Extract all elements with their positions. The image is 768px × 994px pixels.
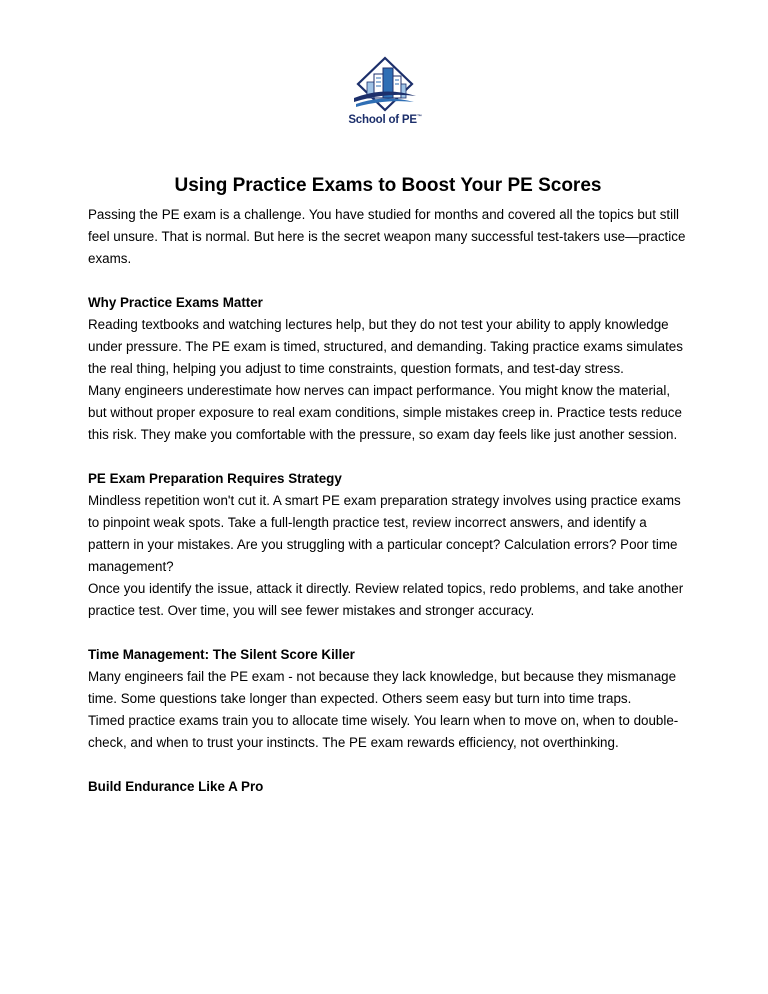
section-paragraph: Many engineers fail the PE exam - not because they lack knowledge, but because they mismanage time. Some questions take longer than expected. Others seem easy but turn into time traps. — [88, 669, 677, 706]
section-heading: PE Exam Preparation Requires Strategy — [88, 471, 342, 486]
section-heading: Why Practice Exams Matter — [88, 295, 263, 310]
section-heading: Time Management: The Silent Score Killer — [88, 647, 355, 662]
section-paragraph: Reading textbooks and watching lectures help, but they do not test your ability to apply knowledge under pressure. The PE exam is timed, structured, and demanding. Taking practice exams simulates the real thing, helping you adjust to time constraints, question formats, and test-day stress. — [88, 317, 683, 376]
section-paragraph: Many engineers underestimate how nerves can impact performance. You might know the material, but without proper exposure to real exam conditions, simple mistakes creep in. Practice tests reduce this risk. They make you comfortable with the pressure, so exam day feels like just another session. — [88, 383, 682, 442]
section-paragraph: Once you identify the issue, attack it directly. Review related topics, redo problems, and take another practice test. Over time, you will see fewer mistakes and stronger accuracy. — [88, 581, 684, 618]
section-paragraph: Mindless repetition won't cut it. A smart PE exam preparation strategy involves using practice exams to pinpoint weak spots. Take a full-length practice test, review incorrect answers, and identify a pattern in your mistakes. Are you struggling with a particular concept? Calculation errors? Poor time management? — [88, 493, 681, 574]
section-heading: Build Endurance Like A Pro — [88, 779, 264, 794]
article — [88, 172, 688, 798]
logo-wordmark: School of PE™ — [348, 114, 422, 126]
section-paragraph: Timed practice exams train you to allocate time wisely. You learn when to move on, when to double-check, and when to trust your instincts. The PE exam rewards efficiency, not overthinking. — [88, 713, 679, 750]
school-of-pe-logo — [346, 56, 424, 128]
building-logo-icon — [346, 56, 424, 114]
article-title: Using Practice Exams to Boost Your PE Scores — [174, 175, 602, 196]
intro-paragraph: Passing the PE exam is a challenge. You have studied for months and covered all the topics but still feel unsure. That is normal. But here is the secret weapon many successful test-takers use—practice exams. — [88, 207, 686, 266]
